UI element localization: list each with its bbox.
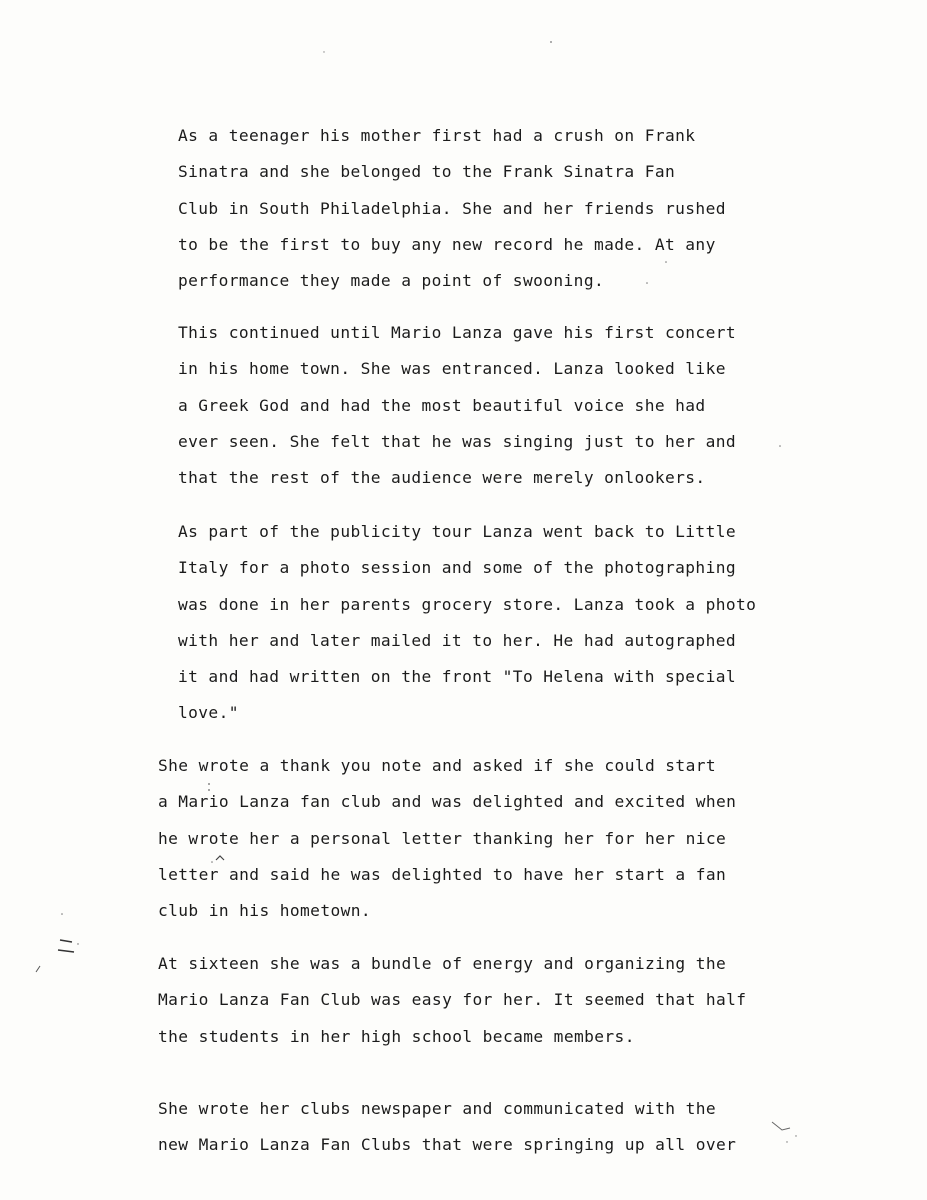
text-line: letter and said he was delighted to have her start a fan — [158, 864, 727, 884]
text-line: club in his hometown. — [158, 901, 372, 921]
text-line: to be the first to buy any new record he made. At any — [178, 234, 716, 254]
scan-speck — [786, 1141, 787, 1142]
text-line: Mario Lanza Fan Club was easy for her. It seemed that half — [158, 990, 747, 1010]
text-line: the students in her high school became members. — [158, 1026, 635, 1046]
scan-mark — [58, 950, 74, 952]
text-line: She wrote her clubs newspaper and communicated with the — [158, 1099, 717, 1118]
text-line: was done in her parents grocery store. Lanza took a photo — [178, 594, 757, 614]
text-line: he wrote her a personal letter thanking her for her nice — [158, 828, 727, 848]
scan-speck — [795, 1135, 796, 1136]
text-line: love." — [178, 703, 239, 723]
text-line: performance they made a point of swooning. — [178, 271, 605, 291]
text-line: As part of the publicity tour Lanza went back to Little — [178, 522, 737, 541]
text-line: it and had written on the front "To Helena with special — [178, 667, 737, 687]
text-line: ever seen. She felt that he was singing just to her and — [178, 431, 737, 451]
scan-mark — [60, 940, 72, 942]
scan-speck — [323, 51, 324, 52]
scan-mark — [772, 1122, 790, 1130]
text-line: with her and later mailed it to her. He had autographed — [178, 630, 737, 650]
text-line: Italy for a photo session and some of the photographing — [178, 558, 737, 578]
paragraph-newspaper — [158, 1091, 736, 1164]
text-line: that the rest of the audience were merely onlookers. — [178, 468, 706, 488]
text-line: At sixteen she was a bundle of energy and organizing the — [158, 954, 727, 973]
text-line: a Greek God and had the most beautiful voice she had — [178, 395, 706, 415]
scan-speck — [550, 41, 552, 43]
scan-speck — [77, 943, 78, 944]
scan-speck — [779, 445, 781, 447]
text-line: Sinatra and she belonged to the Frank Sinatra Fan — [178, 162, 676, 182]
text-line: a Mario Lanza fan club and was delighted and excited when — [158, 792, 737, 812]
paragraph-thank-you-note — [158, 748, 736, 929]
paragraph-sinatra — [178, 118, 726, 299]
text-line: This continued until Mario Lanza gave his first concert — [178, 323, 737, 342]
text-line: in his home town. She was entranced. Lanza looked like — [178, 359, 726, 379]
text-line: Club in South Philadelphia. She and her friends rushed — [178, 198, 726, 218]
paragraph-lanza-concert — [178, 315, 736, 496]
scan-speck — [61, 913, 63, 915]
text-line: As a teenager his mother first had a crush on Frank — [178, 126, 696, 145]
text-line: new Mario Lanza Fan Clubs that were springing up all over — [158, 1135, 737, 1155]
text-line: She wrote a thank you note and asked if she could start — [158, 756, 717, 775]
paragraph-photo-session — [178, 514, 756, 732]
paragraph-fan-club — [158, 946, 746, 1055]
scan-mark — [36, 966, 40, 972]
